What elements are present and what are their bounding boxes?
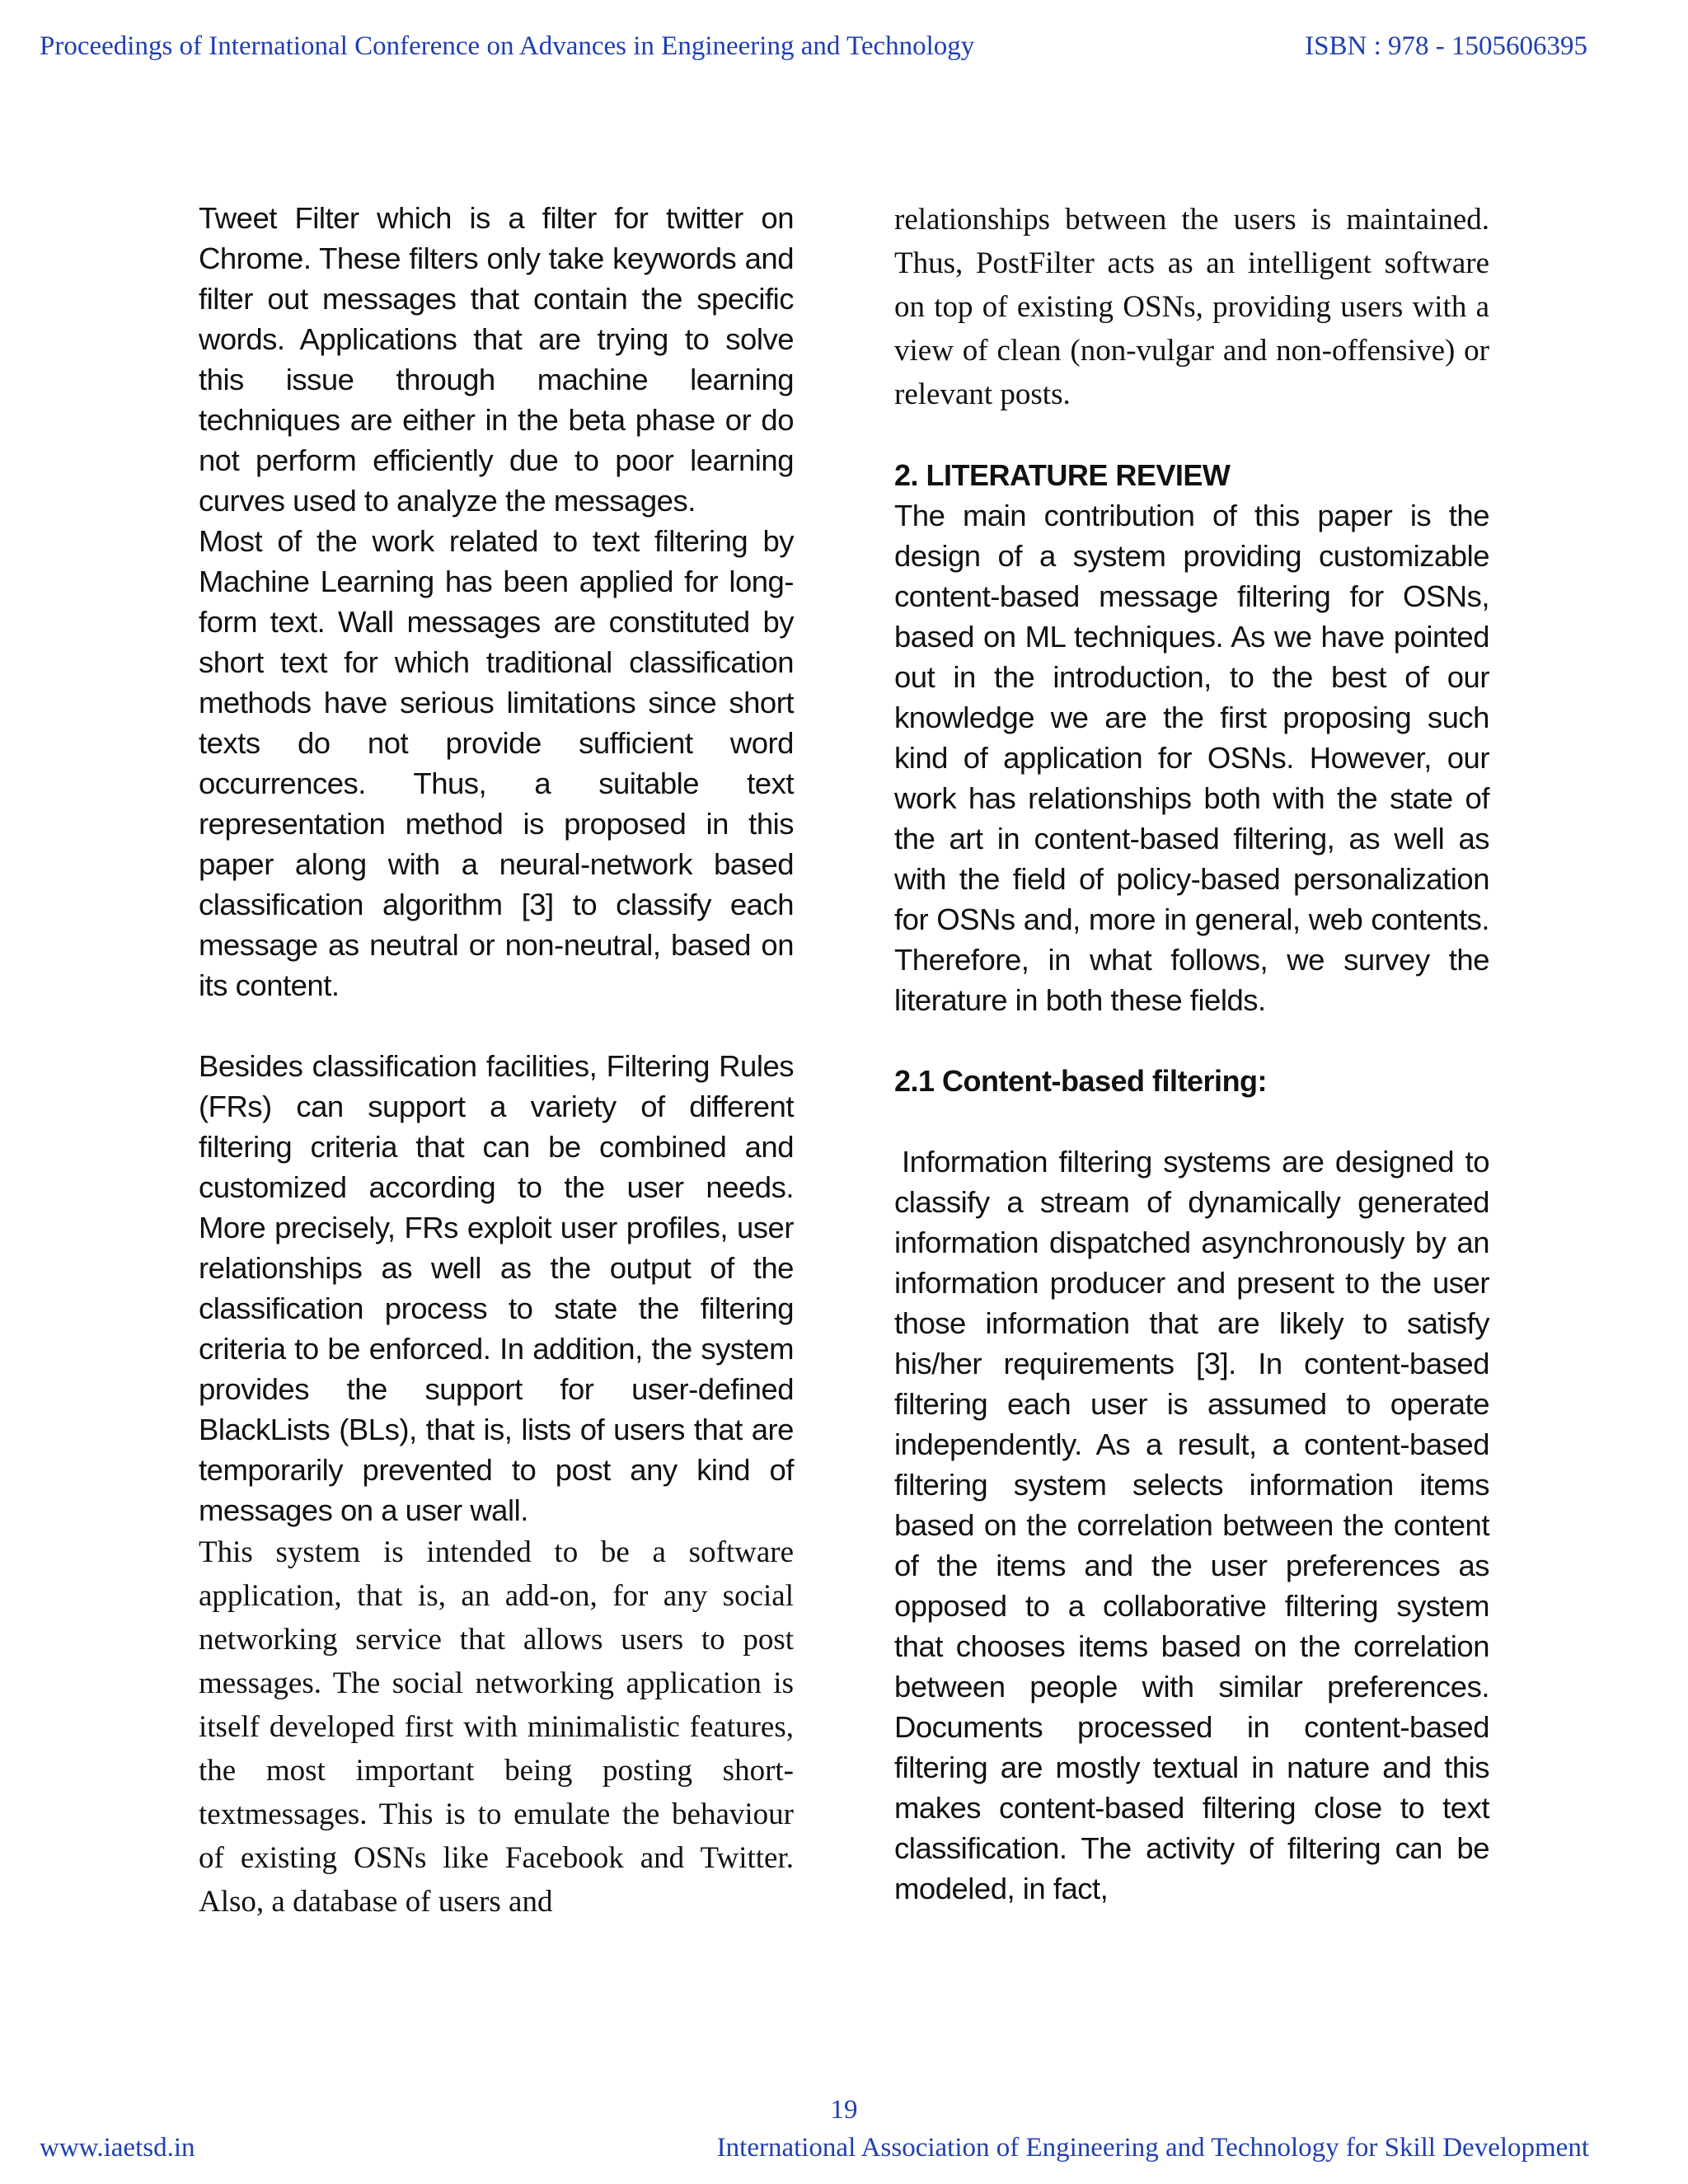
- left-paragraph-1: Tweet Filter which is a filter for twitter on Chrome. These filters only take keywords and filter out messages that contain the specific words. Applications that are trying to solve this issue through machine learning techniques are either in the beta phase or do not perform efficiently due to poor learning curves used to analyze the messages.: [199, 201, 794, 518]
- running-header-conference: Proceedings of International Conference on Advances in Engineering and Technology: [40, 31, 975, 61]
- left-paragraph-4: This system is intended to be a software application, that is, an add-on, for any social networking service that allows users to post messages. The social networking application is itself developed first with minimalistic features, the most important being posting short-textmessages. This is to emulate the behaviour of existing OSNs like Facebook and Twitter. Also, a database of users and: [199, 1535, 794, 1919]
- section-heading-literature-review: 2. LITERATURE REVIEW: [894, 458, 1231, 492]
- footer-organization: International Association of Engineering and Technology for Skill Development: [716, 2133, 1589, 2163]
- right-paragraph-3: Information filtering systems are designed to classify a stream of dynamically generated information dispatched asynchronously by an information producer and present to the user those information that are likely to satisfy his/her requirements [3]. In content-based filtering each user is assumed to operate independently. As a result, a content-based filtering system selects information items based on the correlation between the content of the items and the user preferences as opposed to a collaborative filtering system that chooses items based on the correlation between people with similar preferences. Documents processed in content-based filtering are mostly textual in nature and this makes content-based filtering close to text classification. The activity of filtering can be modeled, in fact,: [894, 1145, 1489, 1905]
- right-paragraph-1: relationships between the users is maintained. Thus, PostFilter acts as an intelligent software on top of existing OSNs, providing users with a view of clean (non-vulgar and non-offensive) or relevant posts.: [894, 203, 1489, 411]
- page-number: 19: [830, 2095, 858, 2125]
- footer-website[interactable]: www.iaetsd.in: [40, 2133, 195, 2163]
- left-column: [199, 198, 794, 1924]
- subsection-heading-content-based-filtering: 2.1 Content-based filtering:: [894, 1064, 1268, 1098]
- left-paragraph-3: Besides classification facilities, Filtering Rules (FRs) can support a variety of different filtering criteria that can be combined and customized according to the user needs. More precisely, FRs exploit user profiles, user relationships as well as the output of the classification process to state the filtering criteria to be enforced. In addition, the system provides the support for user-defined BlackLists (BLs), that is, lists of users that are temporarily prevented to post any kind of messages on a user wall.: [199, 1049, 794, 1527]
- right-paragraph-2: The main contribution of this paper is the design of a system providing customizable content-based message filtering for OSNs, based on ML techniques. As we have pointed out in the introduction, to the best of our knowledge we are the first proposing such kind of application for OSNs. However, our work has relationships both with the state of the art in content-based filtering, as well as with the field of policy-based personalization for OSNs and, more in general, web contents. Therefore, in what follows, we survey the literature in both these fields.: [894, 499, 1489, 1017]
- left-paragraph-2: Most of the work related to text filtering by Machine Learning has been applied for long-form text. Wall messages are constituted by short text for which traditional classification methods have serious limitations since short texts do not provide sufficient word occurrences. Thus, a suitable text representation method is proposed in this paper along with a neural-network based classification algorithm [3] to classify each message as neutral or non-neutral, based on its content.: [199, 524, 794, 1002]
- right-column: [894, 198, 1489, 1909]
- running-header-isbn: ISBN : 978 - 1505606395: [1305, 31, 1587, 61]
